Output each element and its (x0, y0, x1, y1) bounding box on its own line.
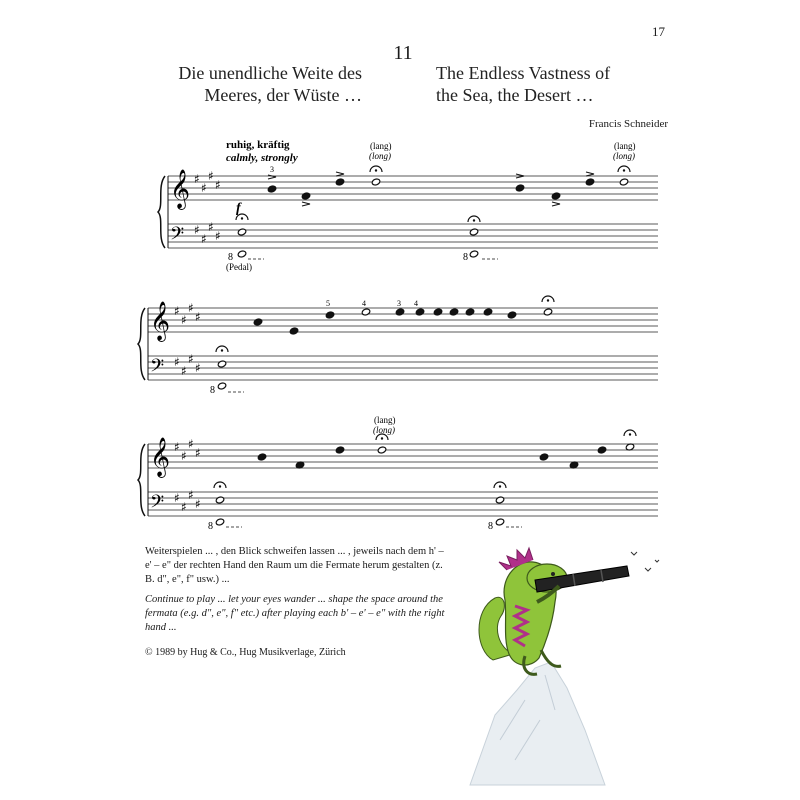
note-head (507, 311, 516, 319)
title-english-line-1: The Endless Vastness of (436, 63, 611, 83)
fingering: 5 (326, 299, 330, 308)
note-head (335, 446, 344, 454)
long-label-german: (lang) (614, 141, 636, 151)
sharp-sign: ♯ (174, 355, 180, 369)
piece-number: 11 (393, 42, 413, 64)
note-head (215, 496, 224, 504)
fermata-dot (241, 217, 243, 219)
instructions-english: Continue to play ... let your eyes wander ... shape the space around the fermata (e.g. d", e", f" etc.) after playing each b' – e' – e" with the right hand ... (145, 594, 445, 633)
note-head (539, 453, 548, 461)
note-head (257, 453, 266, 461)
note-head (495, 518, 504, 526)
sharp-sign: ♯ (174, 304, 180, 318)
accent-mark (552, 202, 560, 206)
octave-marker: 8 (210, 385, 215, 396)
sharp-sign: ♯ (174, 491, 180, 505)
copyright-notice: © 1989 by Hug & Co., Hug Musikverlage, Zürich (145, 647, 346, 658)
note-head (267, 185, 276, 193)
sharp-sign: ♯ (181, 449, 187, 463)
treble-clef: 𝄞 (170, 169, 191, 209)
note-head (325, 311, 334, 319)
note-head (515, 184, 524, 192)
sharp-sign: ♯ (195, 446, 201, 460)
title-german-line-1: Die unendliche Weite des (178, 63, 362, 83)
sharp-sign: ♯ (174, 440, 180, 454)
note-head (371, 178, 380, 186)
sharp-sign: ♯ (208, 169, 214, 183)
brace (138, 444, 145, 516)
octave-marker: 8 (208, 521, 213, 532)
accent-mark (336, 172, 344, 176)
sharp-sign: ♯ (201, 232, 207, 246)
fingering: 4 (414, 299, 418, 308)
sharp-sign: ♯ (188, 352, 194, 366)
long-label-english: (long) (369, 151, 391, 161)
note-head (217, 360, 226, 368)
fermata-dot (629, 433, 631, 435)
sharp-sign: ♯ (188, 437, 194, 451)
fingering: 4 (362, 299, 366, 308)
fermata-dot (221, 349, 223, 351)
note-head (619, 178, 628, 186)
note-head (215, 518, 224, 526)
treble-clef: 𝄞 (150, 437, 171, 477)
accent-mark (302, 202, 310, 206)
note-head (585, 178, 594, 186)
long-label-english: (long) (613, 151, 635, 161)
note-head (449, 308, 458, 316)
notation-marks (138, 166, 658, 527)
note-head (335, 178, 344, 186)
pedal-marking: (Pedal) (226, 262, 252, 272)
sharp-sign: ♯ (181, 364, 187, 378)
fermata-dot (499, 485, 501, 487)
tempo-german: ruhig, kräftig (226, 139, 290, 151)
note-head (361, 308, 370, 316)
bass-clef: 𝄢 (150, 492, 165, 517)
sharp-sign: ♯ (181, 500, 187, 514)
note-head (469, 228, 478, 236)
note-head (433, 308, 442, 316)
sharp-sign: ♯ (188, 301, 194, 315)
sharp-sign: ♯ (181, 313, 187, 327)
fingering: 3 (270, 165, 274, 174)
dragon-with-telescope-icon (455, 540, 685, 790)
title-english-line-2: the Sea, the Desert … (436, 85, 594, 105)
note-head (217, 382, 226, 390)
fermata-dot (381, 437, 383, 439)
note-head (551, 192, 560, 200)
note-head (483, 308, 492, 316)
fingering: 3 (397, 299, 401, 308)
octave-marker: 8 (228, 252, 233, 263)
note-head (465, 308, 474, 316)
note-head (469, 250, 478, 258)
fermata-dot (547, 299, 549, 301)
instructions-german: Weiterspielen ... , den Blick schweifen lassen ... , jeweils nach dem h' – e' – e" der rechten Hand den Raum um die Fermate herum gestalten (z. B. d", e", f" usw.) ... (145, 546, 444, 585)
long-label-german: (lang) (370, 141, 392, 151)
tempo-english: calmly, strongly (226, 152, 298, 164)
note-head (597, 446, 606, 454)
sharp-sign: ♯ (201, 181, 207, 195)
note-head (301, 192, 310, 200)
sharp-sign: ♯ (208, 220, 214, 234)
long-label-german: (lang) (374, 415, 396, 425)
note-head (377, 446, 386, 454)
note-head (237, 228, 246, 236)
octave-marker: 8 (463, 252, 468, 263)
fermata-dot (473, 219, 475, 221)
sharp-sign: ♯ (215, 178, 221, 192)
sharp-sign: ♯ (195, 361, 201, 375)
brace (158, 176, 165, 248)
sharp-sign: ♯ (188, 488, 194, 502)
fermata-dot (623, 169, 625, 171)
accent-mark (586, 172, 594, 176)
long-label-english: (long) (373, 425, 395, 435)
sharp-sign: ♯ (195, 310, 201, 324)
note-head (237, 250, 246, 258)
note-head (543, 308, 552, 316)
sharp-sign: ♯ (194, 172, 200, 186)
bass-clef: 𝄢 (150, 356, 165, 381)
note-head (395, 308, 404, 316)
bass-clef: 𝄢 (170, 224, 185, 249)
sharp-sign: ♯ (194, 223, 200, 237)
treble-clef: 𝄞 (150, 301, 171, 341)
note-head (253, 318, 262, 326)
octave-marker: 8 (488, 521, 493, 532)
sharp-sign: ♯ (215, 229, 221, 243)
fermata-dot (375, 169, 377, 171)
brace (138, 308, 145, 380)
note-head (495, 496, 504, 504)
sharp-sign: ♯ (195, 497, 201, 511)
title-german-line-2: Meeres, der Wüste … (204, 85, 362, 105)
note-head (415, 308, 424, 316)
note-head (289, 327, 298, 335)
fermata-dot (219, 485, 221, 487)
page-number: 17 (652, 24, 665, 39)
composer: Francis Schneider (588, 118, 668, 130)
dynamic-forte: f (236, 201, 241, 216)
